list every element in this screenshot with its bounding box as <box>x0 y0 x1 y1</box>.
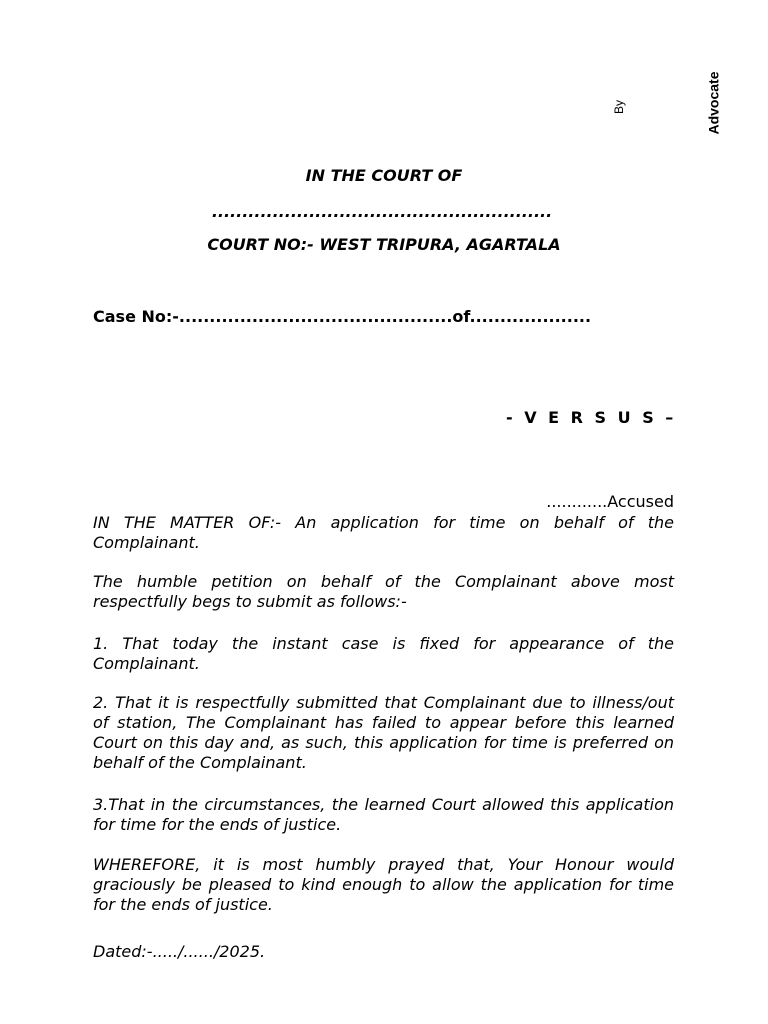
margin-advocate-text: Advocate <box>705 71 722 135</box>
dated-line: Dated:-...../....../2025. <box>93 942 266 961</box>
point-two-paragraph: 2. That it is respectfully submitted that Complainant due to illness/out of station, The Complainant has failed to appear before this learned Court on this day and, as such, this application for time is preferred on behalf of the Complainant. <box>93 693 674 772</box>
court-number: COURT NO:- WEST TRIPURA, AGARTALA <box>207 235 561 254</box>
margin-by-text: By <box>612 99 627 115</box>
point-three-paragraph: 3.That in the circumstances, the learned Court allowed this application for time for the ends of justice. <box>93 795 674 834</box>
wherefore-paragraph: WHEREFORE, it is most humbly prayed that, Your Honour would graciously be pleased to kind enough to allow the application for time for the ends of justice. <box>93 855 674 914</box>
point-one-paragraph: 1. That today the instant case is fixed for appearance of the Complainant. <box>93 634 674 673</box>
court-name-blank: ........................................................ <box>211 202 553 221</box>
humble-petition-paragraph: The humble petition on behalf of the Complainant above most respectfully begs to submit as follows:- <box>93 572 674 611</box>
court-title: IN THE COURT OF <box>305 166 463 185</box>
accused-label: ............Accused <box>546 492 674 511</box>
case-number: Case No:-.............................................of.................... <box>93 307 592 326</box>
matter-paragraph: IN THE MATTER OF:- An application for time on behalf of the Complainant. <box>93 513 674 552</box>
versus-heading: - V E R S U S – <box>506 408 677 427</box>
